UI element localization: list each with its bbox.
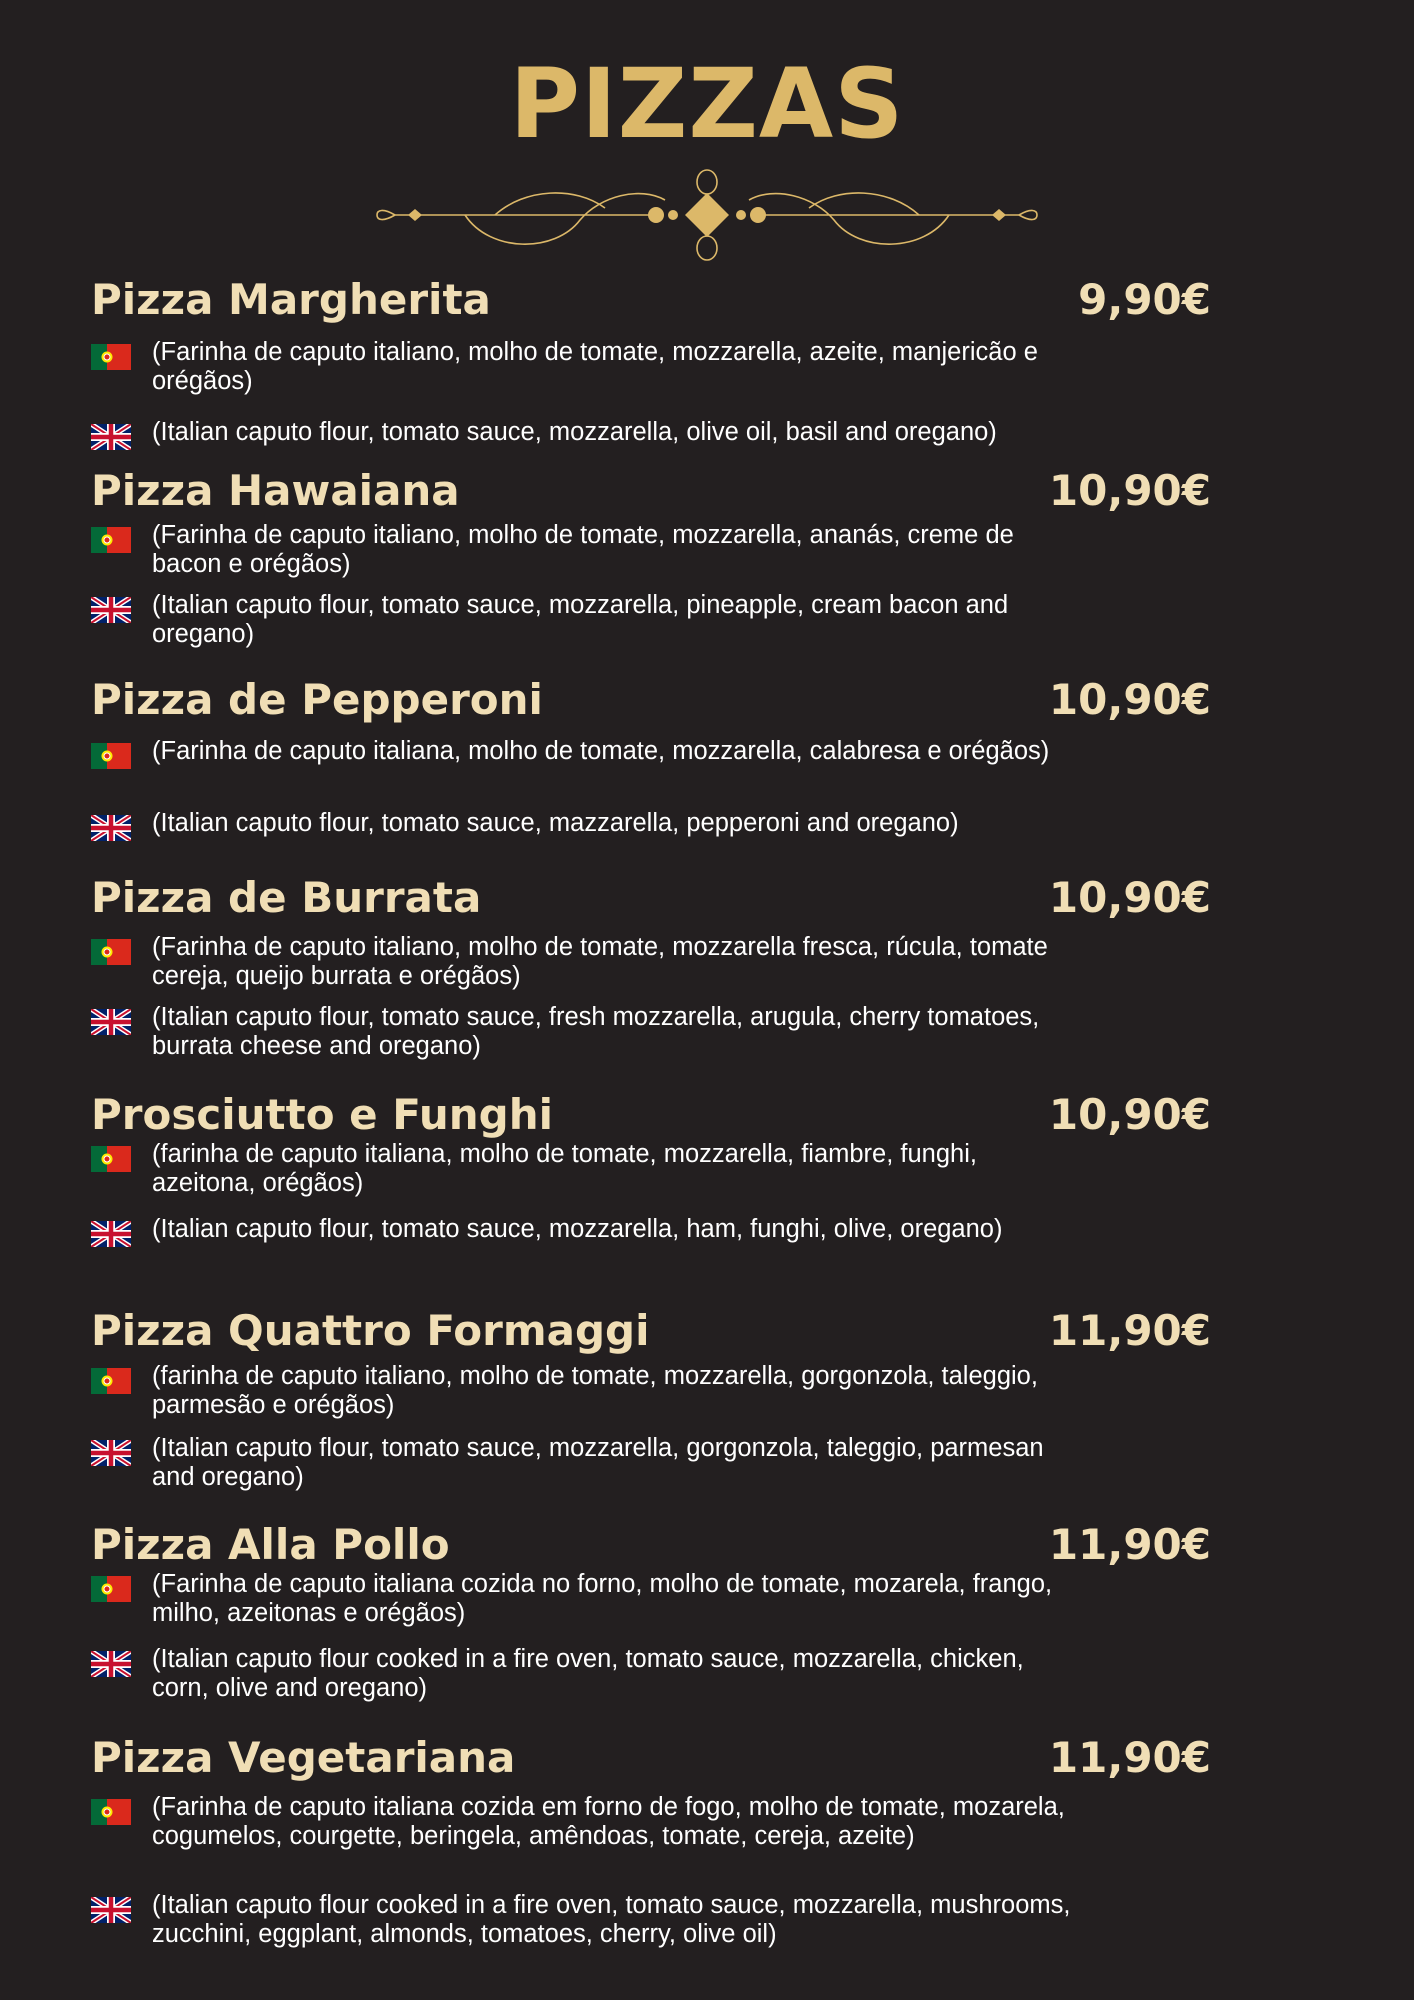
item-name: Pizza de Pepperoni bbox=[91, 675, 543, 724]
item-price: 10,90€ bbox=[1048, 675, 1211, 724]
item-name: Pizza Hawaiana bbox=[91, 466, 460, 515]
portugal-flag-icon bbox=[91, 1799, 131, 1825]
uk-flag-icon bbox=[91, 597, 131, 623]
description-text: (farinha de caputo italiano, molho de tomate, mozzarella, gorgonzola, taleggio, parmesão e orégãos) bbox=[152, 1362, 1038, 1419]
item-price: 10,90€ bbox=[1048, 1090, 1211, 1139]
portugal-flag-icon bbox=[91, 1576, 131, 1602]
portugal-flag-icon bbox=[91, 344, 131, 370]
description-text: (Italian caputo flour, tomato sauce, fresh mozzarella, arugula, cherry tomatoes, burrata cheese and oregano) bbox=[152, 1003, 1040, 1060]
ornament-divider-icon bbox=[375, 168, 1039, 262]
portugal-flag-icon bbox=[91, 1146, 131, 1172]
item-price: 11,90€ bbox=[1048, 1306, 1211, 1355]
description-text: (Italian caputo flour cooked in a fire oven, tomato sauce, mozzarella, mushrooms, zucchini, eggplant, almonds, tomatoes, cherry, olive oil) bbox=[152, 1891, 1071, 1948]
description-text: (Farinha de caputo italiana cozida no forno, molho de tomate, mozarela, frango, milho, azeitonas e orégãos) bbox=[152, 1570, 1053, 1627]
description-text: (Italian caputo flour, tomato sauce, mozzarella, pineapple, cream bacon and oregano) bbox=[152, 591, 1009, 648]
description-text: (Farinha de caputo italiano, molho de tomate, mozzarella fresca, rúcula, tomate cereja, queijo burrata e orégãos) bbox=[152, 933, 1048, 990]
item-name: Pizza Alla Pollo bbox=[91, 1520, 450, 1569]
description-text: (Italian caputo flour, tomato sauce, mozzarella, olive oil, basil and oregano) bbox=[152, 418, 997, 446]
description-text: (Italian caputo flour cooked in a fire oven, tomato sauce, mozzarella, chicken, corn, olive and oregano) bbox=[152, 1645, 1024, 1702]
menu-title: PIZZAS bbox=[509, 48, 905, 160]
item-price: 10,90€ bbox=[1048, 466, 1211, 515]
description-text: (Farinha de caputo italiano, molho de tomate, mozzarella, ananás, creme de bacon e orégãos) bbox=[152, 521, 1014, 578]
description-text: (Italian caputo flour, tomato sauce, mazzarella, pepperoni and oregano) bbox=[152, 809, 959, 837]
uk-flag-icon bbox=[91, 1221, 131, 1247]
item-price: 11,90€ bbox=[1048, 1520, 1211, 1569]
uk-flag-icon bbox=[91, 424, 131, 450]
description-text: (Farinha de caputo italiana, molho de tomate, mozzarella, calabresa e orégãos) bbox=[152, 737, 1050, 765]
portugal-flag-icon bbox=[91, 1368, 131, 1394]
uk-flag-icon bbox=[91, 1651, 131, 1677]
item-name: Pizza Vegetariana bbox=[91, 1733, 516, 1782]
item-name: Pizza de Burrata bbox=[91, 873, 482, 922]
item-price: 10,90€ bbox=[1048, 873, 1211, 922]
item-name: Prosciutto e Funghi bbox=[91, 1090, 554, 1139]
item-name: Pizza Margherita bbox=[91, 275, 491, 324]
description-text: (Italian caputo flour, tomato sauce, mozzarella, ham, funghi, olive, oregano) bbox=[152, 1215, 1003, 1243]
description-text: (Farinha de caputo italiana cozida em forno de fogo, molho de tomate, mozarela, cogumelos, courgette, beringela, amêndoas, tomate, cereja, azeite) bbox=[152, 1793, 1065, 1850]
item-name: Pizza Quattro Formaggi bbox=[91, 1306, 650, 1355]
description-text: (farinha de caputo italiana, molho de tomate, mozzarella, fiambre, funghi, azeitona, orégãos) bbox=[152, 1140, 977, 1197]
portugal-flag-icon bbox=[91, 527, 131, 553]
description-text: (Italian caputo flour, tomato sauce, mozzarella, gorgonzola, taleggio, parmesan and oregano) bbox=[152, 1434, 1044, 1491]
description-text: (Farinha de caputo italiano, molho de tomate, mozzarella, azeite, manjericão e orégãos) bbox=[152, 338, 1038, 395]
portugal-flag-icon bbox=[91, 939, 131, 965]
portugal-flag-icon bbox=[91, 743, 131, 769]
uk-flag-icon bbox=[91, 1897, 131, 1923]
uk-flag-icon bbox=[91, 815, 131, 841]
item-price: 9,90€ bbox=[1078, 275, 1211, 324]
item-price: 11,90€ bbox=[1048, 1733, 1211, 1782]
uk-flag-icon bbox=[91, 1009, 131, 1035]
uk-flag-icon bbox=[91, 1440, 131, 1466]
